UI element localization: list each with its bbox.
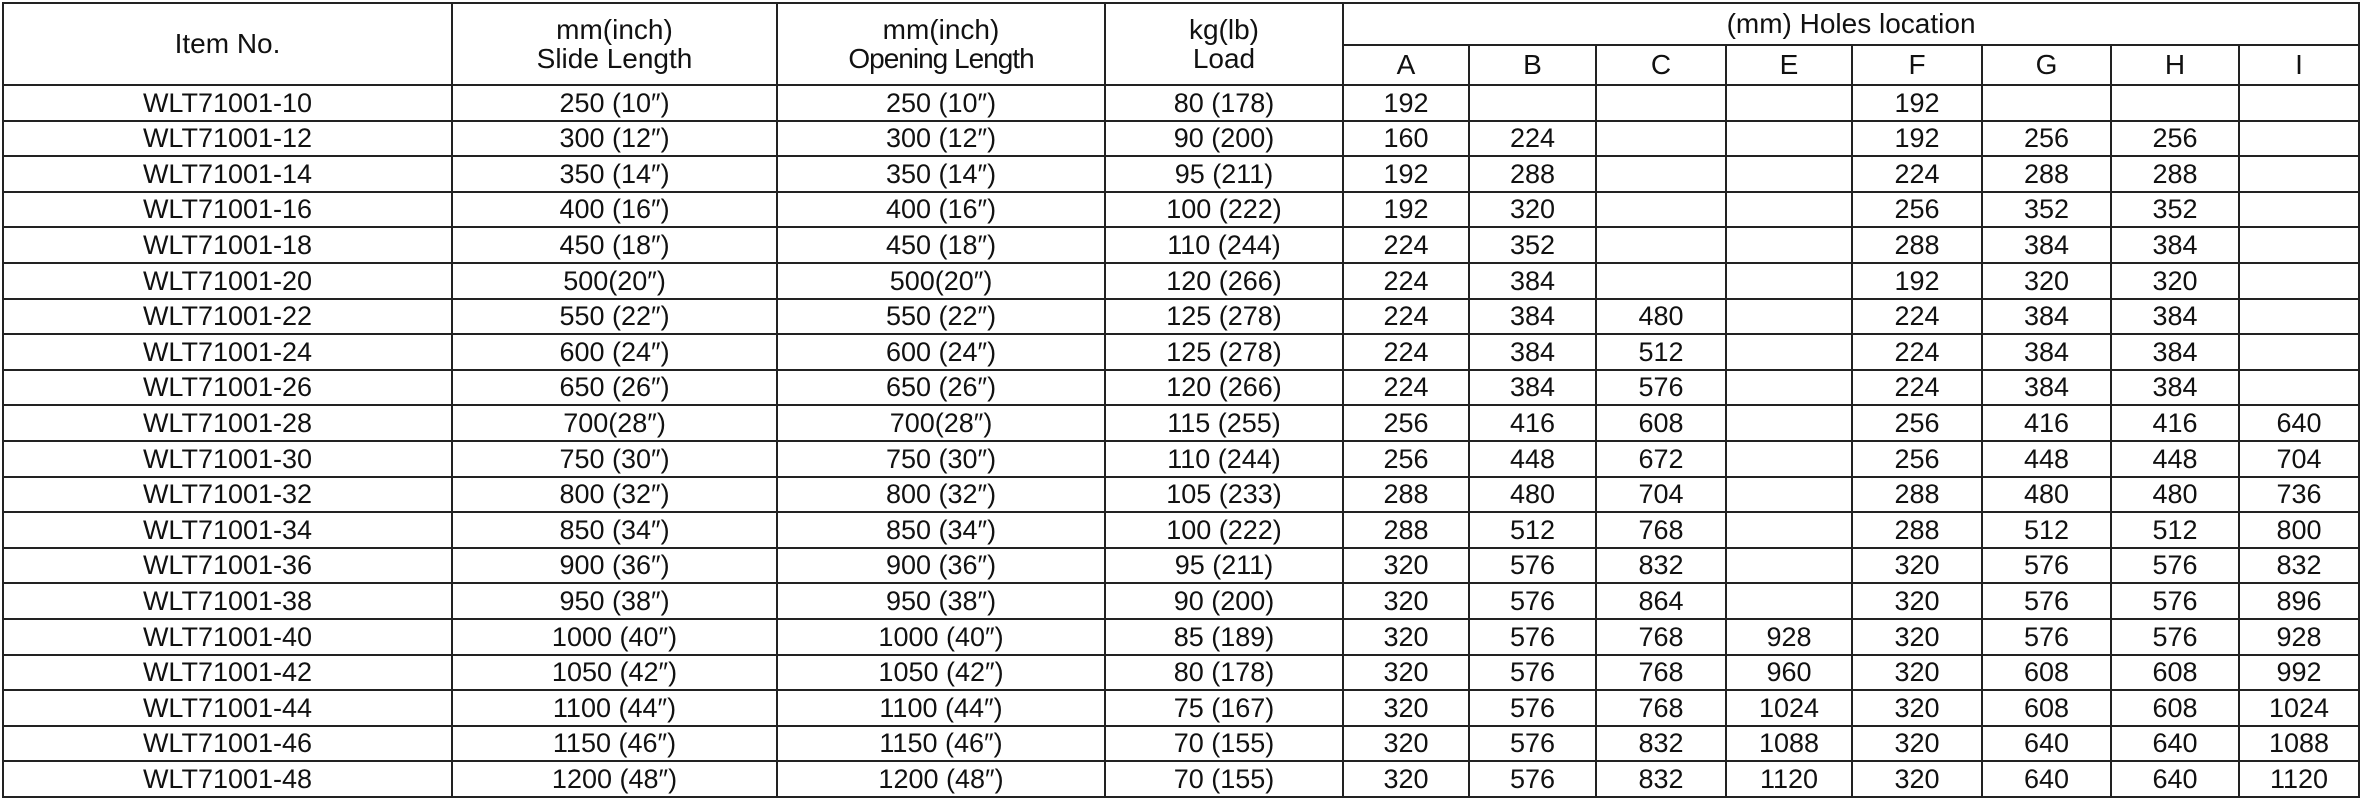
cell-hole-f: 320 (1852, 619, 1982, 655)
cell-item-no: WLT71001-14 (3, 156, 452, 192)
cell-hole-f: 192 (1852, 121, 1982, 157)
cell-load: 125 (278) (1105, 299, 1343, 335)
cell-opening-length: 700(28″) (777, 405, 1105, 441)
cell-hole-c: 832 (1596, 761, 1726, 797)
cell-hole-b: 576 (1469, 655, 1596, 691)
header-opening-label: Opening Length (848, 43, 1034, 74)
cell-hole-f: 288 (1852, 477, 1982, 513)
cell-hole-g: 288 (1982, 156, 2111, 192)
cell-item-no: WLT71001-38 (3, 583, 452, 619)
table-row (3, 405, 2359, 441)
cell-hole-f: 192 (1852, 85, 1982, 121)
cell-hole-e (1726, 370, 1852, 406)
cell-hole-c: 864 (1596, 583, 1726, 619)
cell-hole-e: 1024 (1726, 690, 1852, 726)
cell-slide-length: 450 (18″) (452, 227, 777, 263)
table-row (3, 299, 2359, 335)
cell-hole-b: 384 (1469, 299, 1596, 335)
cell-hole-c (1596, 85, 1726, 121)
cell-hole-a: 192 (1343, 192, 1469, 228)
cell-hole-a: 320 (1343, 583, 1469, 619)
cell-hole-h: 576 (2111, 583, 2239, 619)
cell-hole-f: 224 (1852, 299, 1982, 335)
cell-load: 115 (255) (1105, 405, 1343, 441)
cell-opening-length: 250 (10″) (777, 85, 1105, 121)
cell-hole-g: 416 (1982, 405, 2111, 441)
header-load-label: Load (1192, 43, 1256, 74)
cell-load: 80 (178) (1105, 85, 1343, 121)
cell-hole-e (1726, 299, 1852, 335)
header-slide-length (452, 3, 777, 85)
cell-hole-e (1726, 85, 1852, 121)
cell-hole-f: 288 (1852, 227, 1982, 263)
cell-hole-a: 224 (1343, 263, 1469, 299)
cell-hole-e (1726, 477, 1852, 513)
cell-hole-f: 256 (1852, 441, 1982, 477)
cell-hole-a: 224 (1343, 299, 1469, 335)
cell-load: 100 (222) (1105, 192, 1343, 228)
cell-hole-h: 384 (2111, 370, 2239, 406)
cell-hole-h: 512 (2111, 512, 2239, 548)
cell-item-no: WLT71001-26 (3, 370, 452, 406)
cell-slide-length: 500(20″) (452, 263, 777, 299)
cell-load: 70 (155) (1105, 726, 1343, 762)
cell-hole-b: 448 (1469, 441, 1596, 477)
cell-hole-c: 768 (1596, 655, 1726, 691)
cell-slide-length: 1000 (40″) (452, 619, 777, 655)
cell-hole-h: 384 (2111, 227, 2239, 263)
table-row (3, 583, 2359, 619)
cell-slide-length: 850 (34″) (452, 512, 777, 548)
table-row (3, 477, 2359, 513)
cell-hole-g: 576 (1982, 583, 2111, 619)
cell-hole-e (1726, 334, 1852, 370)
cell-opening-length: 1200 (48″) (777, 761, 1105, 797)
cell-item-no: WLT71001-40 (3, 619, 452, 655)
cell-hole-h: 576 (2111, 548, 2239, 584)
cell-hole-c (1596, 263, 1726, 299)
cell-slide-length: 1150 (46″) (452, 726, 777, 762)
header-hole-f: F (1852, 45, 1982, 85)
cell-hole-c: 704 (1596, 477, 1726, 513)
cell-load: 90 (200) (1105, 121, 1343, 157)
cell-hole-a: 320 (1343, 548, 1469, 584)
cell-hole-c (1596, 227, 1726, 263)
cell-hole-i: 800 (2239, 512, 2359, 548)
cell-hole-i (2239, 299, 2359, 335)
cell-opening-length: 950 (38″) (777, 583, 1105, 619)
cell-hole-b: 384 (1469, 370, 1596, 406)
cell-hole-f: 320 (1852, 726, 1982, 762)
cell-opening-length: 600 (24″) (777, 334, 1105, 370)
cell-item-no: WLT71001-46 (3, 726, 452, 762)
cell-slide-length: 1200 (48″) (452, 761, 777, 797)
cell-hole-f: 320 (1852, 548, 1982, 584)
cell-opening-length: 850 (34″) (777, 512, 1105, 548)
cell-hole-g: 384 (1982, 334, 2111, 370)
cell-load: 85 (189) (1105, 619, 1343, 655)
cell-hole-f: 192 (1852, 263, 1982, 299)
header-holes-location (1343, 3, 2359, 45)
cell-slide-length: 950 (38″) (452, 583, 777, 619)
cell-opening-length: 1100 (44″) (777, 690, 1105, 726)
cell-hole-i: 1088 (2239, 726, 2359, 762)
cell-hole-i: 896 (2239, 583, 2359, 619)
cell-hole-e (1726, 263, 1852, 299)
cell-hole-h: 384 (2111, 334, 2239, 370)
cell-hole-g: 384 (1982, 227, 2111, 263)
table-row (3, 761, 2359, 797)
cell-hole-i (2239, 227, 2359, 263)
cell-hole-f: 256 (1852, 405, 1982, 441)
cell-hole-b: 576 (1469, 726, 1596, 762)
cell-hole-c: 672 (1596, 441, 1726, 477)
cell-hole-e: 1120 (1726, 761, 1852, 797)
cell-hole-b: 416 (1469, 405, 1596, 441)
cell-opening-length: 800 (32″) (777, 477, 1105, 513)
cell-slide-length: 300 (12″) (452, 121, 777, 157)
cell-hole-g: 608 (1982, 655, 2111, 691)
cell-slide-length: 650 (26″) (452, 370, 777, 406)
cell-hole-i: 832 (2239, 548, 2359, 584)
cell-hole-b: 352 (1469, 227, 1596, 263)
cell-slide-length: 250 (10″) (452, 85, 777, 121)
cell-item-no: WLT71001-22 (3, 299, 452, 335)
cell-load: 110 (244) (1105, 441, 1343, 477)
cell-hole-e: 928 (1726, 619, 1852, 655)
header-opening-unit: mm(inch) (882, 13, 1000, 45)
cell-hole-h: 352 (2111, 192, 2239, 228)
cell-hole-g: 512 (1982, 512, 2111, 548)
header-holes-label: (mm) Holes location (1726, 8, 1976, 40)
table-row (3, 334, 2359, 370)
cell-opening-length: 900 (36″) (777, 548, 1105, 584)
cell-hole-i (2239, 85, 2359, 121)
table-row (3, 655, 2359, 691)
header-hole-b: B (1469, 45, 1596, 85)
cell-hole-f: 256 (1852, 192, 1982, 228)
header-item-no-label: Item No. (174, 28, 281, 60)
cell-hole-h (2111, 85, 2239, 121)
cell-hole-h: 448 (2111, 441, 2239, 477)
cell-hole-e (1726, 441, 1852, 477)
cell-load: 100 (222) (1105, 512, 1343, 548)
cell-hole-g: 352 (1982, 192, 2111, 228)
cell-item-no: WLT71001-48 (3, 761, 452, 797)
cell-hole-a: 224 (1343, 227, 1469, 263)
cell-hole-h: 640 (2111, 726, 2239, 762)
cell-hole-c: 512 (1596, 334, 1726, 370)
cell-hole-i: 928 (2239, 619, 2359, 655)
cell-hole-i (2239, 334, 2359, 370)
cell-hole-a: 320 (1343, 619, 1469, 655)
cell-hole-f: 224 (1852, 370, 1982, 406)
cell-slide-length: 700(28″) (452, 405, 777, 441)
cell-hole-e (1726, 227, 1852, 263)
cell-load: 80 (178) (1105, 655, 1343, 691)
cell-hole-h: 256 (2111, 121, 2239, 157)
cell-hole-g: 320 (1982, 263, 2111, 299)
cell-hole-a: 192 (1343, 85, 1469, 121)
cell-hole-i (2239, 156, 2359, 192)
cell-hole-g: 256 (1982, 121, 2111, 157)
cell-hole-b: 576 (1469, 548, 1596, 584)
cell-hole-c: 608 (1596, 405, 1726, 441)
cell-hole-g: 640 (1982, 761, 2111, 797)
cell-opening-length: 1050 (42″) (777, 655, 1105, 691)
cell-hole-e: 960 (1726, 655, 1852, 691)
cell-hole-c: 576 (1596, 370, 1726, 406)
table-row (3, 370, 2359, 406)
cell-hole-g: 576 (1982, 619, 2111, 655)
cell-slide-length: 1050 (42″) (452, 655, 777, 691)
header-hole-i: I (2239, 45, 2359, 85)
cell-hole-a: 288 (1343, 477, 1469, 513)
cell-opening-length: 400 (16″) (777, 192, 1105, 228)
cell-hole-a: 256 (1343, 405, 1469, 441)
cell-hole-g: 640 (1982, 726, 2111, 762)
cell-hole-g: 608 (1982, 690, 2111, 726)
cell-hole-a: 320 (1343, 690, 1469, 726)
cell-load: 120 (266) (1105, 263, 1343, 299)
cell-item-no: WLT71001-42 (3, 655, 452, 691)
table-row (3, 690, 2359, 726)
cell-hole-e (1726, 548, 1852, 584)
cell-hole-f: 320 (1852, 761, 1982, 797)
cell-hole-h: 320 (2111, 263, 2239, 299)
cell-item-no: WLT71001-32 (3, 477, 452, 513)
cell-opening-length: 650 (26″) (777, 370, 1105, 406)
cell-hole-g: 384 (1982, 370, 2111, 406)
table-row (3, 726, 2359, 762)
cell-slide-length: 550 (22″) (452, 299, 777, 335)
cell-hole-a: 320 (1343, 761, 1469, 797)
cell-hole-a: 224 (1343, 370, 1469, 406)
cell-opening-length: 500(20″) (777, 263, 1105, 299)
header-slide-label: Slide Length (536, 43, 693, 74)
cell-hole-c: 480 (1596, 299, 1726, 335)
cell-hole-e: 1088 (1726, 726, 1852, 762)
table-row (3, 227, 2359, 263)
table-row (3, 512, 2359, 548)
table-row (3, 192, 2359, 228)
cell-item-no: WLT71001-28 (3, 405, 452, 441)
cell-hole-c (1596, 156, 1726, 192)
cell-load: 95 (211) (1105, 548, 1343, 584)
cell-hole-a: 192 (1343, 156, 1469, 192)
table-row (3, 121, 2359, 157)
slide-spec-table (2, 2, 2360, 798)
cell-hole-g: 480 (1982, 477, 2111, 513)
cell-hole-a: 224 (1343, 334, 1469, 370)
cell-hole-i: 640 (2239, 405, 2359, 441)
cell-hole-h: 608 (2111, 655, 2239, 691)
cell-slide-length: 900 (36″) (452, 548, 777, 584)
cell-item-no: WLT71001-20 (3, 263, 452, 299)
cell-slide-length: 1100 (44″) (452, 690, 777, 726)
header-hole-h: H (2111, 45, 2239, 85)
cell-hole-i (2239, 192, 2359, 228)
cell-hole-g: 448 (1982, 441, 2111, 477)
cell-hole-g: 576 (1982, 548, 2111, 584)
header-row-top (3, 3, 2359, 45)
cell-item-no: WLT71001-34 (3, 512, 452, 548)
header-hole-a: A (1343, 45, 1469, 85)
table-row (3, 619, 2359, 655)
cell-opening-length: 1000 (40″) (777, 619, 1105, 655)
cell-hole-f: 320 (1852, 655, 1982, 691)
header-slide-unit: mm(inch) (556, 13, 673, 45)
table-row (3, 548, 2359, 584)
cell-hole-i (2239, 121, 2359, 157)
cell-hole-e (1726, 583, 1852, 619)
cell-hole-b: 576 (1469, 619, 1596, 655)
cell-hole-c (1596, 121, 1726, 157)
table-body (3, 85, 2359, 797)
cell-hole-i (2239, 370, 2359, 406)
cell-hole-e (1726, 156, 1852, 192)
cell-hole-a: 288 (1343, 512, 1469, 548)
cell-hole-i: 704 (2239, 441, 2359, 477)
cell-item-no: WLT71001-30 (3, 441, 452, 477)
cell-hole-i: 992 (2239, 655, 2359, 691)
cell-opening-length: 550 (22″) (777, 299, 1105, 335)
table-header (3, 3, 2359, 85)
cell-hole-h: 288 (2111, 156, 2239, 192)
cell-item-no: WLT71001-12 (3, 121, 452, 157)
cell-slide-length: 400 (16″) (452, 192, 777, 228)
cell-hole-e (1726, 512, 1852, 548)
cell-load: 70 (155) (1105, 761, 1343, 797)
cell-hole-b: 576 (1469, 583, 1596, 619)
table-row (3, 441, 2359, 477)
cell-hole-h: 384 (2111, 299, 2239, 335)
cell-hole-b: 480 (1469, 477, 1596, 513)
cell-hole-e (1726, 405, 1852, 441)
cell-hole-c: 768 (1596, 512, 1726, 548)
cell-hole-a: 320 (1343, 655, 1469, 691)
header-hole-g: G (1982, 45, 2111, 85)
cell-hole-b: 512 (1469, 512, 1596, 548)
cell-hole-i: 1120 (2239, 761, 2359, 797)
cell-hole-f: 224 (1852, 334, 1982, 370)
cell-hole-h: 576 (2111, 619, 2239, 655)
cell-item-no: WLT71001-18 (3, 227, 452, 263)
cell-hole-a: 320 (1343, 726, 1469, 762)
cell-load: 125 (278) (1105, 334, 1343, 370)
cell-hole-f: 288 (1852, 512, 1982, 548)
cell-hole-f: 320 (1852, 690, 1982, 726)
header-load (1105, 3, 1343, 85)
header-load-unit: kg(lb) (1188, 13, 1259, 45)
cell-item-no: WLT71001-10 (3, 85, 452, 121)
cell-load: 90 (200) (1105, 583, 1343, 619)
cell-hole-b (1469, 85, 1596, 121)
header-hole-e: E (1726, 45, 1852, 85)
cell-hole-b: 576 (1469, 761, 1596, 797)
cell-hole-h: 416 (2111, 405, 2239, 441)
table-row (3, 263, 2359, 299)
cell-hole-f: 320 (1852, 583, 1982, 619)
cell-hole-h: 608 (2111, 690, 2239, 726)
cell-load: 75 (167) (1105, 690, 1343, 726)
cell-hole-b: 576 (1469, 690, 1596, 726)
cell-hole-i (2239, 263, 2359, 299)
cell-hole-h: 640 (2111, 761, 2239, 797)
cell-slide-length: 750 (30″) (452, 441, 777, 477)
header-hole-c: C (1596, 45, 1726, 85)
cell-hole-a: 160 (1343, 121, 1469, 157)
cell-opening-length: 350 (14″) (777, 156, 1105, 192)
cell-opening-length: 450 (18″) (777, 227, 1105, 263)
cell-hole-c: 768 (1596, 619, 1726, 655)
cell-hole-c: 832 (1596, 548, 1726, 584)
cell-load: 120 (266) (1105, 370, 1343, 406)
cell-hole-e (1726, 121, 1852, 157)
cell-load: 110 (244) (1105, 227, 1343, 263)
cell-hole-a: 256 (1343, 441, 1469, 477)
cell-hole-b: 288 (1469, 156, 1596, 192)
cell-hole-g: 384 (1982, 299, 2111, 335)
cell-item-no: WLT71001-16 (3, 192, 452, 228)
cell-hole-b: 320 (1469, 192, 1596, 228)
cell-hole-b: 384 (1469, 334, 1596, 370)
cell-hole-b: 224 (1469, 121, 1596, 157)
cell-slide-length: 350 (14″) (452, 156, 777, 192)
cell-item-no: WLT71001-36 (3, 548, 452, 584)
cell-hole-i: 1024 (2239, 690, 2359, 726)
cell-opening-length: 1150 (46″) (777, 726, 1105, 762)
cell-hole-b: 384 (1469, 263, 1596, 299)
cell-hole-i: 736 (2239, 477, 2359, 513)
cell-slide-length: 600 (24″) (452, 334, 777, 370)
table-row (3, 85, 2359, 121)
cell-opening-length: 300 (12″) (777, 121, 1105, 157)
cell-load: 95 (211) (1105, 156, 1343, 192)
header-opening-length (777, 3, 1105, 85)
cell-hole-c (1596, 192, 1726, 228)
header-item-no (3, 3, 452, 85)
cell-item-no: WLT71001-44 (3, 690, 452, 726)
cell-slide-length: 800 (32″) (452, 477, 777, 513)
cell-item-no: WLT71001-24 (3, 334, 452, 370)
cell-hole-e (1726, 192, 1852, 228)
cell-load: 105 (233) (1105, 477, 1343, 513)
cell-hole-g (1982, 85, 2111, 121)
cell-hole-c: 768 (1596, 690, 1726, 726)
cell-hole-f: 224 (1852, 156, 1982, 192)
cell-hole-c: 832 (1596, 726, 1726, 762)
cell-hole-h: 480 (2111, 477, 2239, 513)
table-row (3, 156, 2359, 192)
cell-opening-length: 750 (30″) (777, 441, 1105, 477)
